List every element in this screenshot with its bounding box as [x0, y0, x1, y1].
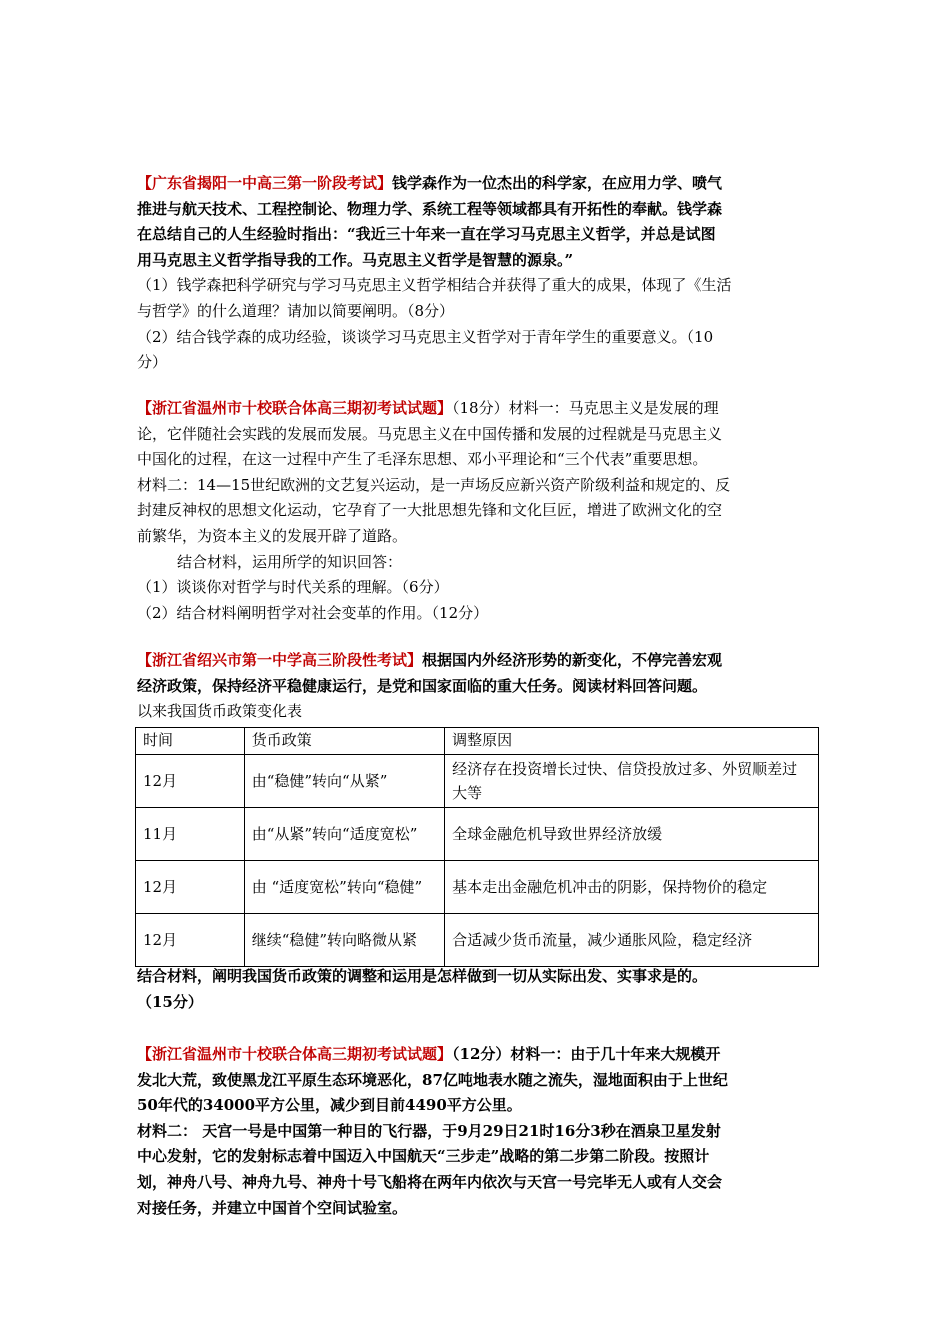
- cell-time: 11月: [136, 808, 245, 861]
- header-reason: 调整原因: [445, 728, 819, 755]
- q2-source: 【浙江省温州市十校联合体高三期初考试试题】: [137, 399, 453, 417]
- q2-material-line: 材料二：14—15世纪欧洲的文艺复兴运动，是一声场反应新兴资产阶级利益和规定的、反: [137, 475, 731, 494]
- cell-policy: 由“从紧”转向“适度宽松”: [244, 808, 444, 861]
- q1-line-1: [137, 171, 817, 197]
- q4-head-rest: （12分）材料一：由于几十年来大规模开: [452, 1045, 721, 1063]
- q1-question-line: 分）: [137, 353, 168, 372]
- q2-material-line: 前繁华，为资本主义的发展开辟了道路。: [137, 526, 408, 545]
- q3-task-line: 结合材料，阐明我国货币政策的调整和运用是怎样做到一切从实际出发、实事求是的。: [137, 967, 708, 985]
- question-4: [137, 1042, 817, 1221]
- monetary-policy-table: [135, 727, 819, 967]
- cell-policy: 继续“稳健”转向略微从紧: [244, 914, 444, 967]
- q3-intro-line: 经济政策，保持经济平稳健康运行，是党和国家面临的重大任务。阅读材料回答问题。: [137, 676, 708, 695]
- q2-head-rest: （18分）材料一：马克思主义是发展的理: [452, 399, 719, 417]
- table-row: [136, 808, 819, 861]
- question-3-task: [137, 964, 817, 1015]
- q4-line-1: [137, 1042, 817, 1068]
- q1-question-line: 与哲学》的什么道理？请加以简要阐明。（8分）: [137, 301, 455, 320]
- table-header-row: [136, 728, 819, 755]
- q4-material-line: 材料二： 天宫一号是中国第一种目的飞行器，于9月29日21时16分3秒在酒泉卫星发射: [137, 1121, 721, 1140]
- q1-intro-line: 钱学森作为一位杰出的科学家，在应用力学、喷气: [392, 174, 723, 192]
- q1-question-line: （2）结合钱学森的成功经验，谈谈学习马克思主义哲学对于青年学生的重要意义。（10: [137, 327, 714, 346]
- header-policy: 货币政策: [244, 728, 444, 755]
- cell-reason: 全球金融危机导致世界经济放缓: [445, 808, 819, 861]
- q3-intro-line: 根据国内外经济形势的新变化，不停完善宏观: [422, 651, 723, 669]
- q3-task-line: （15分）: [137, 992, 203, 1011]
- cell-policy: 由 “适度宽松”转向“稳健”: [244, 861, 444, 914]
- q4-material-line: 发北大荒，致使黑龙江平原生态环境恶化，87亿吨地表水随之流失，湿地面积由于上世纪: [137, 1070, 728, 1089]
- q1-intro-line: 用马克思主义哲学指导我的工作。马克思主义哲学是智慧的源泉。”: [137, 250, 574, 269]
- table-row: [136, 914, 819, 967]
- table-row: [136, 861, 819, 914]
- cell-policy: 由“稳健”转向“从紧”: [244, 755, 444, 808]
- q4-material-line: 中心发射，它的发射标志着中国迈入中国航天“三步走”战略的第二步第二阶段。按照计: [137, 1147, 710, 1166]
- q3-line-1: [137, 648, 817, 674]
- q2-prompt: 结合材料，运用所学的知识回答：: [177, 552, 403, 571]
- table-caption: 以来我国货币政策变化表: [137, 702, 303, 721]
- table-row: [136, 755, 819, 808]
- question-3: [137, 648, 817, 725]
- q4-material-line: 对接任务，并建立中国首个空间试验室。: [137, 1198, 408, 1217]
- cell-time: 12月: [136, 755, 245, 808]
- q2-material-line: 论，它伴随社会实践的发展而发展。马克思主义在中国传播和发展的过程就是马克思主义: [137, 424, 723, 443]
- cell-time: 12月: [136, 861, 245, 914]
- q4-material-line: 划，神舟八号、神舟九号、神舟十号飞船将在两年内依次与天宫一号完毕无人或有人交会: [137, 1172, 723, 1191]
- cell-reason: 合适减少货币流量，减少通胀风险，稳定经济: [445, 914, 819, 967]
- cell-reason: 基本走出金融危机冲击的阴影，保持物价的稳定: [445, 861, 819, 914]
- q3-source: 【浙江省绍兴市第一中学高三阶段性考试】: [137, 651, 423, 669]
- q4-material-line: 50年代的34000平方公里，减少到目前4490平方公里。: [137, 1096, 522, 1115]
- cell-time: 12月: [136, 914, 245, 967]
- cell-reason: 经济存在投资增长过快、信贷投放过多、外贸顺差过大等: [445, 755, 819, 808]
- question-2: [137, 396, 817, 626]
- q2-question-line: （1）谈谈你对哲学与时代关系的理解。（6分）: [137, 578, 449, 597]
- q1-intro-line: 在总结自己的人生经验时指出：“我近三十年来一直在学习马克思主义哲学，并总是试图: [137, 225, 716, 244]
- q2-question-line: （2）结合材料阐明哲学对社会变革的作用。（12分）: [137, 603, 489, 622]
- q1-source: 【广东省揭阳一中高三第一阶段考试】: [137, 174, 393, 192]
- header-time: 时间: [136, 728, 245, 755]
- question-1: [137, 171, 817, 376]
- q1-intro-line: 推进与航天技术、工程控制论、物理力学、系统工程等领域都具有开拓性的奉献。钱学森: [137, 199, 723, 218]
- q1-question-line: （1）钱学森把科学研究与学习马克思主义哲学相结合并获得了重大的成果，体现了《生活: [137, 276, 732, 295]
- q2-material-line: 封建反神权的思想文化运动，它孕育了一大批思想先锋和文化巨匠，增进了欧洲文化的空: [137, 501, 723, 520]
- q2-material-line: 中国化的过程，在这一过程中产生了毛泽东思想、邓小平理论和“三个代表”重要思想。: [137, 450, 708, 469]
- q4-source: 【浙江省温州市十校联合体高三期初考试试题】: [137, 1045, 453, 1063]
- q2-line-1: [137, 396, 817, 422]
